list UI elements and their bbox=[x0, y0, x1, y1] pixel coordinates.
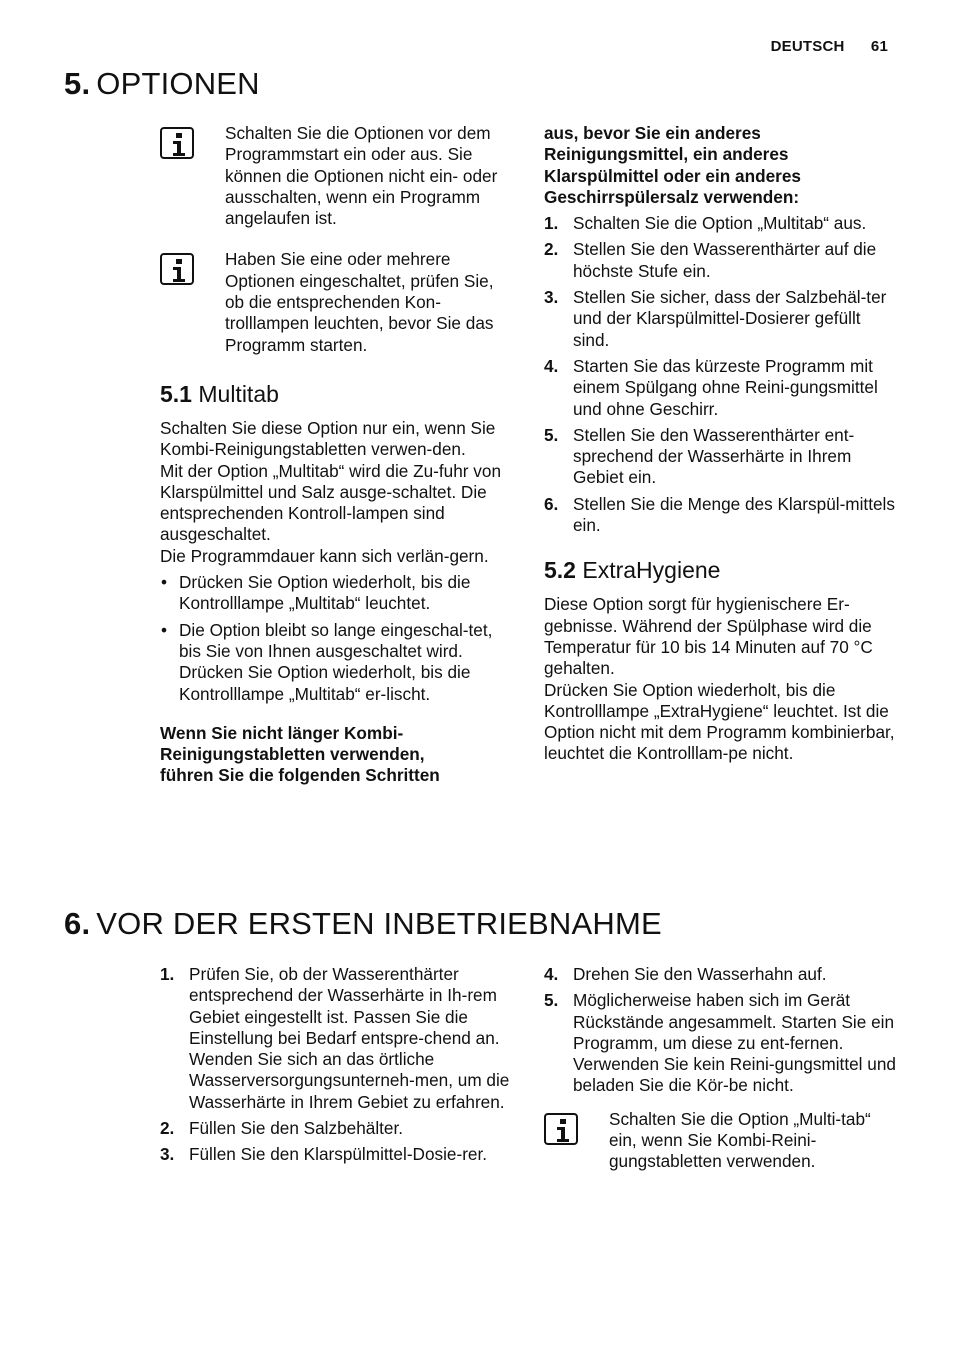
subsection-5-1-heading bbox=[160, 380, 515, 408]
setup-steps-left bbox=[160, 964, 515, 1166]
list-item: 2. Füllen Sie den Salzbehälter. bbox=[160, 1118, 404, 1139]
multitab-para-3: Die Programmdauer kann sich verlän-gern. bbox=[160, 545, 489, 566]
page-number: 61 bbox=[870, 38, 888, 55]
page-header bbox=[771, 38, 888, 55]
multitab-warning-part-1: Wenn Sie nicht länger Kombi-Reinigungstabletten verwenden, führen Sie die folgenden Schritten bbox=[160, 722, 440, 786]
list-item: 3. Stellen Sie sicher, dass der Salzbehäl-ter und der Klarspülmittel-Dosierer gefüllt sind. bbox=[544, 287, 887, 350]
multitab-warning-part-2: aus, bevor Sie ein anderes Reinigungsmittel, ein anderes Klarspülmittel oder ein anderes Geschirrspülersalz verwenden: bbox=[544, 123, 801, 207]
info-note-3 bbox=[544, 1109, 896, 1173]
extrahygiene-para-1: Diese Option sorgt für hygienischere Er-gebnisse. Während der Spülphase wird die Temperatur für 10 bis 14 Minuten auf 70 °C gehalten. bbox=[544, 594, 873, 679]
section-5-number: 5. bbox=[64, 66, 91, 101]
multitab-bullets bbox=[160, 572, 515, 705]
list-item: 5. Stellen Sie den Wasserenthärter ent-sprechend der Wasserhärte in Ihrem Gebiet ein. bbox=[544, 424, 855, 488]
section-5-heading bbox=[64, 66, 260, 102]
list-item: • Die Option bleibt so lange eingeschal-tet, bis Sie von Ihnen ausgeschaltet wird. Drücken Sie Option wiederholt, bis die Kontrolllampe „Multitab“ er-lischt. bbox=[160, 620, 515, 705]
info-icon bbox=[160, 253, 194, 285]
header-language: DEUTSCH bbox=[770, 38, 845, 55]
setup-steps-right bbox=[544, 964, 896, 1097]
list-item: 3. Füllen Sie den Klarspülmittel-Dosie-rer. bbox=[160, 1144, 488, 1165]
extrahygiene-para-2: Drücken Sie Option wiederholt, bis die Kontrolllampe „ExtraHygiene“ leuchtet. Ist die Option nicht mit dem Programm kombinierbar, leuchtet die Kontrolllam-pe nicht. bbox=[544, 679, 895, 764]
list-item: 4. Starten Sie das kürzeste Programm mit einem Spülgang ohne Reini-gungsmittel und ohne Geschirr. bbox=[544, 355, 878, 419]
list-item: • Drücken Sie Option wiederholt, bis die Kontrolllampe „Multitab“ leuchtet. bbox=[160, 572, 515, 615]
section-6-heading bbox=[64, 906, 662, 942]
multitab-para-2: Mit der Option „Multitab“ wird die Zu-fuhr von Klarspülmittel und Salz ausge-schaltet. Die entsprechenden Kontroll-lampen sind ausgeschaltet. bbox=[160, 460, 502, 545]
section-6-left-column bbox=[160, 964, 515, 1171]
section-5-left-column bbox=[160, 123, 515, 787]
info-note-1 bbox=[160, 123, 515, 229]
section-6-right-column bbox=[544, 964, 896, 1173]
subsection-5-2-title: ExtraHygiene bbox=[582, 557, 721, 584]
info-note-2 bbox=[160, 249, 515, 355]
section-5-right-column bbox=[544, 123, 896, 765]
list-item: 1. Schalten Sie die Option „Multitab“ aus. bbox=[544, 213, 867, 234]
list-item: 1. Prüfen Sie, ob der Wasserenthärter entsprechend der Wasserhärte in Ih-rem Gebiet eingestellt ist. Passen Sie die Einstellung bei Bedarf entspre-chend an. Wenden Sie sich an das örtliche Wasserversorgungsunterneh-men, um die Wasserhärte in Ihrem Gebiet zu erfahren. bbox=[160, 964, 510, 1112]
section-5-title: OPTIONEN bbox=[96, 66, 260, 101]
info-note-2-text: Haben Sie eine oder mehrere Optionen eingeschaltet, prüfen Sie, ob die entsprechenden Kon-trolllampen leuchten, bevor Sie das Programm starten. bbox=[225, 249, 494, 355]
list-item: 4. Drehen Sie den Wasserhahn auf. bbox=[544, 964, 827, 984]
section-6-title: VOR DER ERSTEN INBETRIEBNAHME bbox=[96, 906, 662, 941]
subsection-5-2-number: 5.2 bbox=[544, 557, 576, 584]
multitab-steps bbox=[544, 213, 896, 536]
subsection-5-1-title: Multitab bbox=[198, 380, 279, 407]
subsection-5-2-heading bbox=[544, 556, 896, 584]
section-6-number: 6. bbox=[64, 906, 91, 941]
list-item: 5. Möglicherweise haben sich im Gerät Rückstände angesammelt. Starten Sie ein Programm, um diese zu ent-fernen. Verwenden Sie kein Reini-gungsmittel und beladen Sie die Kör-be nicht. bbox=[544, 990, 896, 1096]
info-icon bbox=[544, 1113, 578, 1145]
info-icon bbox=[160, 127, 194, 159]
info-note-3-text: Schalten Sie die Option „Multi-tab“ ein, wenn Sie Kombi-Reini-gungstabletten verwenden. bbox=[609, 1108, 871, 1172]
subsection-5-1-number: 5.1 bbox=[160, 380, 192, 407]
multitab-para-1: Schalten Sie diese Option nur ein, wenn Sie Kombi-Reinigungstabletten verwen-den. bbox=[160, 417, 496, 460]
list-item: 2. Stellen Sie den Wasserenthärter auf die höchste Stufe ein. bbox=[544, 239, 877, 281]
list-item: 6. Stellen Sie die Menge des Klarspül-mittels ein. bbox=[544, 493, 895, 536]
info-note-1-text: Schalten Sie die Optionen vor dem Programmstart ein oder aus. Sie können die Optionen nicht ein- oder ausschalten, wenn ein Programm angelaufen ist. bbox=[225, 123, 498, 229]
